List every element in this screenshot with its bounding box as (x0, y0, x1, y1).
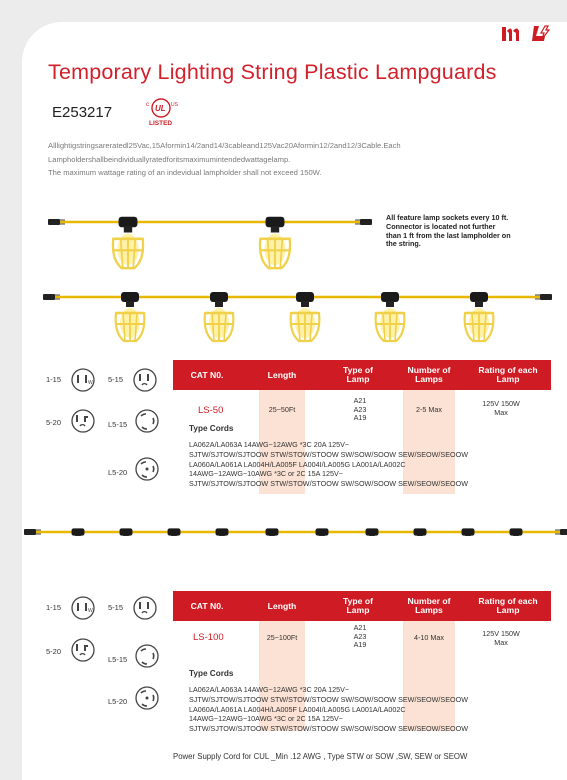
lamp-socket-neck (319, 535, 325, 536)
lamp-socket (168, 528, 181, 535)
header-number-of-lamps: Number of Lamps (407, 596, 451, 615)
header-cat-no: CAT N0. (190, 370, 224, 380)
cord-line: SJTW/SJTOW/SJTOOW STW/STOW/STOOW SW/SOW/SOOW SEW/SEOW/SEOOW (189, 694, 468, 704)
svg-text:W: W (88, 608, 93, 614)
cat-number: LS-50 (198, 405, 224, 416)
note-line: the string. (386, 239, 421, 249)
cord-line: SJTW/SJTOW/SJTOOW STW/STOW/STOOW SW/SOW/SOOW SEW/SEOW/SEOOW (189, 479, 468, 489)
lamp-types (336, 624, 384, 650)
lamp-type: A23 (353, 404, 367, 414)
plug-label: L5-15 (108, 655, 128, 664)
plug-1-15-icon (68, 365, 98, 395)
plug-1-15-icon (68, 593, 98, 623)
number-value: 2-5 Max (416, 405, 442, 414)
lamp-socket (120, 528, 133, 535)
plug-5-20-icon (68, 406, 98, 436)
header-cat-no: CAT N0. (190, 601, 224, 611)
cord-plug (43, 294, 55, 300)
header-rating: Rating of each Lamp (478, 365, 538, 384)
number-value: 4-10 Max (414, 633, 444, 642)
ul-mark-us: US (171, 102, 178, 108)
rating-line: Max (494, 637, 508, 647)
cord-plug (24, 529, 36, 535)
footer-note: Power Supply Cord for CUL _Min .12 AWG , Type STW or SOW ,SW, SEW or SEOW (173, 752, 468, 761)
brand-logo-red (499, 22, 523, 46)
cord-plug (48, 219, 60, 225)
certification-number: E253217 (52, 104, 113, 121)
plug-5-15-icon (130, 365, 160, 395)
lamp-socket (266, 217, 285, 228)
type-cords-label: Type Cords (189, 669, 234, 678)
header-type-of-lamp: Type of Lamp (343, 365, 373, 384)
lamp-socket-neck (301, 301, 309, 307)
lamp-socket (316, 528, 329, 535)
plug-5-20-icon (68, 635, 98, 665)
header-number-of-lamps: Number of Lamps (407, 365, 451, 384)
note-line: All feature lamp sockets every 10 ft. (386, 213, 509, 222)
lamp-socket (366, 528, 379, 535)
lamp-socket-neck (475, 301, 483, 307)
lamp-socket-neck (219, 535, 225, 536)
lamp-type: A21 (353, 396, 367, 405)
header-rating: Rating of each Lamp (478, 596, 538, 615)
lamp-socket (210, 292, 228, 302)
lamp-socket-neck (513, 535, 519, 536)
lamp-socket-neck (215, 301, 223, 307)
type-cords-list (189, 440, 468, 489)
lamp-type: A19 (353, 640, 367, 649)
lamp-socket (72, 528, 85, 535)
plug-label: L5-15 (108, 420, 128, 429)
table-header (173, 360, 551, 390)
length-value: 25~100Ft (266, 633, 298, 642)
lamp-socket (414, 528, 427, 535)
lamp-socket (296, 292, 314, 302)
plug-l5-15-icon (132, 641, 162, 671)
lamp-socket (510, 528, 523, 535)
lamp-socket (381, 292, 399, 302)
cord-line: LA062A/LA063A 14AWG~12AWG *3C 20A 125V~ (189, 440, 350, 449)
lamp-type: A21 (353, 623, 367, 632)
lamp-types (336, 397, 384, 423)
cord-line: LA062A/LA063A 14AWG~12AWG *3C 20A 125V~ (189, 685, 350, 694)
cord-line: 14AWG~12AWG~10AWG *3C or 2C 15A 125V~ (189, 469, 344, 479)
brand-logo-lightning (529, 22, 553, 46)
page-title: Temporary Lighting String Plastic Lampguards (48, 60, 497, 84)
intro-text (48, 139, 548, 180)
lamp-socket (266, 528, 279, 535)
plug-l5-15-icon (132, 406, 162, 436)
lamp-socket (119, 217, 138, 228)
lamp-socket-neck (465, 535, 471, 536)
intro-line: The maximum wattage rating of an indevidual lampholder shall not exceed 150W. (48, 168, 322, 177)
intro-line: Alllightigstringsareratedl25Vac,15Aformin14/2and14/3cableand125Vac20Aformin12/2and12/3Cable.Each (48, 141, 401, 150)
lamp-socket-neck (126, 301, 134, 307)
plug-5-15-icon (130, 593, 160, 623)
lamp-socket-neck (123, 535, 129, 536)
table-header (173, 591, 551, 621)
lamp-socket-neck (417, 535, 423, 536)
cat-number: LS-100 (193, 632, 224, 643)
header-logos (499, 22, 553, 46)
cord-line: SJTW/SJTOW/SJTOOW STW/STOW/STOOW SW/SOW/SOOW SEW/SEOW/SEOOW (189, 449, 468, 459)
rating-line: 125V 150W (482, 629, 520, 638)
plug-label: 5-15 (108, 375, 124, 384)
header-length: Length (267, 370, 297, 380)
plug-label: 1-15 (46, 375, 62, 384)
plug-label: 5-15 (108, 603, 124, 612)
lamp-socket (216, 528, 229, 535)
ul-mark-c: c (146, 102, 149, 108)
lamp-socket-neck (386, 301, 394, 307)
plug-l5-20-icon (132, 454, 162, 484)
lamp-socket-neck (171, 535, 177, 536)
lamp-socket-neck (75, 535, 81, 536)
rating-line: 125V 150W (482, 399, 520, 408)
rating-value (466, 400, 536, 417)
plug-label: 1-15 (46, 603, 62, 612)
rating-line: Max (494, 407, 508, 417)
plug-label: 5-20 (46, 418, 62, 427)
cord-line: 14AWG~12AWG~10AWG *3C or 2C 15A 125V~ (189, 714, 344, 724)
plug-label: 5-20 (46, 647, 62, 656)
note-line: than 1 ft from the last lampholder on (386, 230, 511, 240)
cord-line: LA060A/LA061A LA004H/LA005F LA004I/LA005G LA001A/LA002C (189, 459, 406, 469)
type-cords-list (189, 685, 468, 734)
lamp-socket (470, 292, 488, 302)
intro-line: Lampholdershallbeindividuallyratedforitsmaximumintendedwattagelamp. (48, 154, 291, 164)
cord-line: SJTW/SJTOW/SJTOOW STW/STOW/STOOW SW/SOW/SOOW SEW/SEOW/SEOOW (189, 724, 468, 734)
note-line: Connector is located not further (386, 221, 496, 231)
plug-l5-20-icon (132, 683, 162, 713)
cord-plug (560, 529, 567, 535)
svg-text:W: W (88, 380, 93, 386)
plug-label: L5-20 (108, 468, 128, 477)
cord-plug (540, 294, 552, 300)
lamp-socket (462, 528, 475, 535)
lamp-socket-neck (271, 226, 279, 232)
lamp-type: A23 (353, 631, 367, 641)
svg-text:UL: UL (155, 104, 166, 113)
cord-line: LA060A/LA061A LA004H/LA005F LA004I/LA005G LA001A/LA002C (189, 704, 406, 714)
lamp-socket-neck (124, 226, 132, 232)
header-type-of-lamp: Type of Lamp (343, 596, 373, 615)
plug-label: L5-20 (108, 697, 128, 706)
lamp-socket-neck (269, 535, 275, 536)
ul-listed-mark (143, 97, 181, 127)
lamp-type: A19 (353, 413, 367, 422)
lamp-socket (121, 292, 139, 302)
ul-mark-listed: LISTED (149, 120, 173, 127)
type-cords-label: Type Cords (189, 424, 234, 433)
length-value: 25~50Ft (268, 405, 296, 414)
header-length: Length (267, 601, 297, 611)
cord-plug (360, 219, 372, 225)
lamp-socket-neck (369, 535, 375, 536)
rating-value (466, 630, 536, 647)
